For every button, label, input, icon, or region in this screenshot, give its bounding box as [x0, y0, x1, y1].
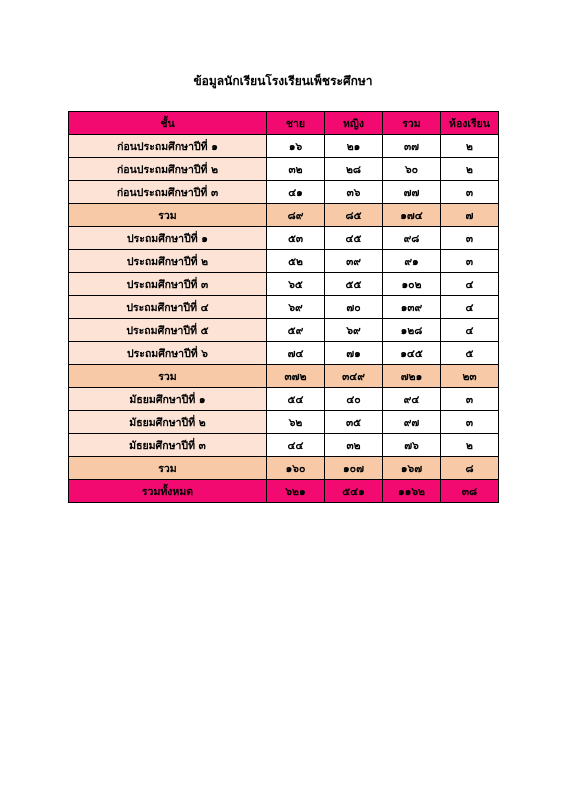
female-cell: ๕๕	[325, 273, 383, 296]
classrooms-cell: ๒	[441, 158, 499, 181]
male-cell: ๖๙	[267, 296, 325, 319]
female-cell: ๕๔๑	[325, 480, 383, 503]
subtotal-row	[69, 365, 499, 388]
grade-cell: รวมทั้งหมด	[69, 480, 267, 503]
female-cell: ๒๘	[325, 158, 383, 181]
subtotal-row	[69, 457, 499, 480]
grade-cell: ประถมศึกษาปีที่ ๑	[69, 227, 267, 250]
total-cell: ๖๐	[383, 158, 441, 181]
table-header-row	[69, 112, 499, 135]
classrooms-cell: ๒๓	[441, 365, 499, 388]
classrooms-cell: ๓	[441, 227, 499, 250]
grand-total-row	[69, 480, 499, 503]
header-classrooms: ห้องเรียน	[441, 112, 499, 135]
total-cell: ๑๒๘	[383, 319, 441, 342]
header-female: หญิง	[325, 112, 383, 135]
female-cell: ๓๖	[325, 181, 383, 204]
classrooms-cell: ๒	[441, 434, 499, 457]
male-cell: ๗๔	[267, 342, 325, 365]
grade-cell: ประถมศึกษาปีที่ ๖	[69, 342, 267, 365]
classrooms-cell: ๓๘	[441, 480, 499, 503]
female-cell: ๗๐	[325, 296, 383, 319]
grade-cell: ก่อนประถมศึกษาปีที่ ๒	[69, 158, 267, 181]
total-cell: ๑๑๖๒	[383, 480, 441, 503]
grade-cell: ประถมศึกษาปีที่ ๔	[69, 296, 267, 319]
total-cell: ๙๔	[383, 388, 441, 411]
table-row	[69, 319, 499, 342]
table-row	[69, 181, 499, 204]
male-cell: ๕๒	[267, 250, 325, 273]
table-row	[69, 273, 499, 296]
classrooms-cell: ๗	[441, 204, 499, 227]
table-row	[69, 135, 499, 158]
female-cell: ๓๙	[325, 250, 383, 273]
grade-cell: รวม	[69, 457, 267, 480]
female-cell: ๒๑	[325, 135, 383, 158]
total-cell: ๙๘	[383, 227, 441, 250]
subtotal-row	[69, 204, 499, 227]
total-cell: ๑๔๕	[383, 342, 441, 365]
total-cell: ๙๗	[383, 411, 441, 434]
total-cell: ๗๗	[383, 181, 441, 204]
total-cell: ๑๗๔	[383, 204, 441, 227]
female-cell: ๗๑	[325, 342, 383, 365]
table-row	[69, 342, 499, 365]
female-cell: ๖๙	[325, 319, 383, 342]
total-cell: ๑๓๙	[383, 296, 441, 319]
total-cell: ๑๐๒	[383, 273, 441, 296]
classrooms-cell: ๔	[441, 319, 499, 342]
male-cell: ๖๒๑	[267, 480, 325, 503]
table-row	[69, 296, 499, 319]
classrooms-cell: ๘	[441, 457, 499, 480]
grade-cell: รวม	[69, 204, 267, 227]
grade-cell: ประถมศึกษาปีที่ ๕	[69, 319, 267, 342]
male-cell: ๕๙	[267, 319, 325, 342]
table-body	[69, 135, 499, 503]
male-cell: ๑๖	[267, 135, 325, 158]
grade-cell: มัธยมศึกษาปีที่ ๑	[69, 388, 267, 411]
total-cell: ๙๑	[383, 250, 441, 273]
male-cell: ๔๔	[267, 434, 325, 457]
grade-cell: ก่อนประถมศึกษาปีที่ ๑	[69, 135, 267, 158]
table-row	[69, 158, 499, 181]
classrooms-cell: ๒	[441, 135, 499, 158]
document-title: ข้อมูลนักเรียนโรงเรียนเพ็ชระศึกษา	[193, 74, 373, 88]
classrooms-cell: ๓	[441, 181, 499, 204]
classrooms-cell: ๔	[441, 296, 499, 319]
table-row	[69, 250, 499, 273]
grade-cell: ประถมศึกษาปีที่ ๒	[69, 250, 267, 273]
classrooms-cell: ๓	[441, 411, 499, 434]
female-cell: ๔๕	[325, 227, 383, 250]
male-cell: ๖๕	[267, 273, 325, 296]
female-cell: ๔๐	[325, 388, 383, 411]
male-cell: ๕๓	[267, 227, 325, 250]
grade-cell: มัธยมศึกษาปีที่ ๓	[69, 434, 267, 457]
student-data-table	[68, 111, 499, 503]
header-male: ชาย	[267, 112, 325, 135]
grade-cell: รวม	[69, 365, 267, 388]
male-cell: ๖๒	[267, 411, 325, 434]
male-cell: ๕๔	[267, 388, 325, 411]
total-cell: ๑๖๗	[383, 457, 441, 480]
header-total: รวม	[383, 112, 441, 135]
table-row	[69, 434, 499, 457]
classrooms-cell: ๕	[441, 342, 499, 365]
total-cell: ๗๖	[383, 434, 441, 457]
male-cell: ๓๗๒	[267, 365, 325, 388]
female-cell: ๘๕	[325, 204, 383, 227]
female-cell: ๓๔๙	[325, 365, 383, 388]
table-row	[69, 227, 499, 250]
table-row	[69, 388, 499, 411]
classrooms-cell: ๓	[441, 250, 499, 273]
grade-cell: มัธยมศึกษาปีที่ ๒	[69, 411, 267, 434]
male-cell: ๓๒	[267, 158, 325, 181]
header-grade: ชั้น	[69, 112, 267, 135]
male-cell: ๑๖๐	[267, 457, 325, 480]
total-cell: ๓๗	[383, 135, 441, 158]
male-cell: ๔๑	[267, 181, 325, 204]
female-cell: ๓๒	[325, 434, 383, 457]
classrooms-cell: ๔	[441, 273, 499, 296]
grade-cell: ประถมศึกษาปีที่ ๓	[69, 273, 267, 296]
classrooms-cell: ๓	[441, 388, 499, 411]
table-row	[69, 411, 499, 434]
female-cell: ๑๐๗	[325, 457, 383, 480]
grade-cell: ก่อนประถมศึกษาปีที่ ๓	[69, 181, 267, 204]
female-cell: ๓๕	[325, 411, 383, 434]
male-cell: ๘๙	[267, 204, 325, 227]
total-cell: ๗๒๑	[383, 365, 441, 388]
